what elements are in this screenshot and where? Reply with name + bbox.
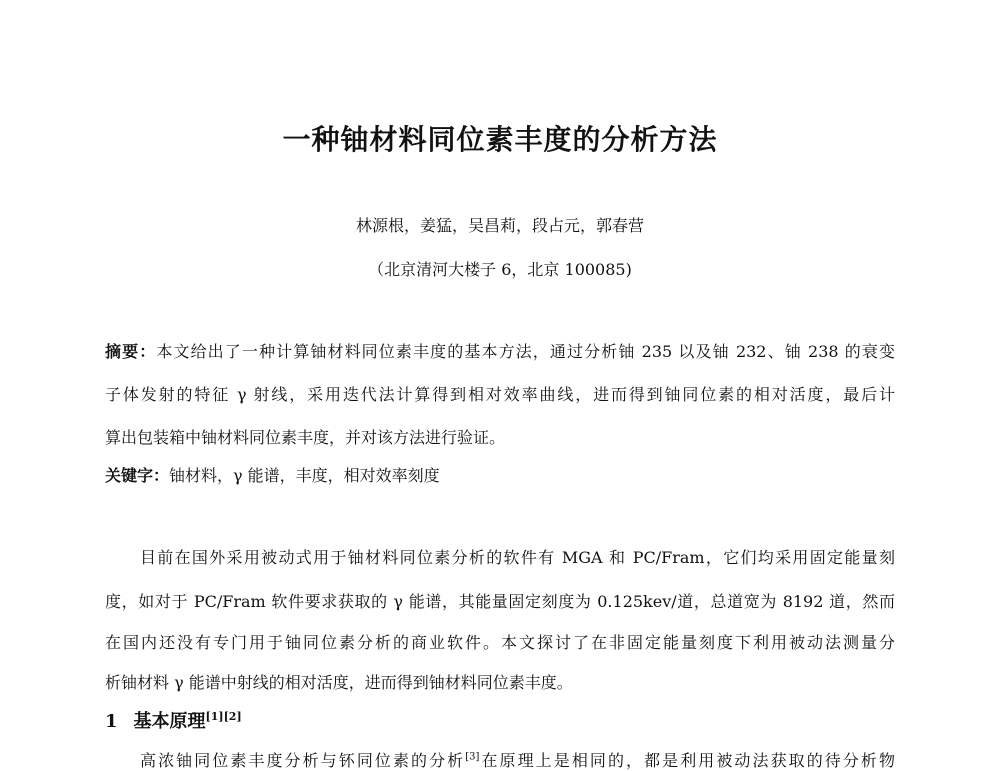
cutoff-ref: [3] — [465, 751, 480, 763]
intro-line-2: 度，如对于 PC/Fram 软件要求获取的 γ 能谱，其能量固定刻度为 0.125kev/道，总道宽为 8192 道，然而 — [105, 592, 895, 611]
cutoff-text-1: 高浓铀同位素丰度分析与钚同位素的分析 — [140, 751, 466, 770]
cutoff-text-2: 在原理上是相同的，都是利用被动法获取的待分析物 — [479, 751, 895, 770]
keywords-line — [105, 463, 895, 486]
abstract-text-1: 本文给出了一种计算铀材料同位素丰度的基本方法，通过分析铀 235 以及铀 232、铀 238 的衰变 — [156, 342, 895, 361]
keywords-label: 关键字： — [105, 466, 170, 485]
abstract-line-3: 算出包装箱中铀材料同位素丰度，并对该方法进行验证。 — [105, 428, 506, 447]
section-heading — [105, 707, 242, 733]
intro-line-3: 在国内还没有专门用于铀同位素分析的商业软件。本文探讨了在非固定能量刻度下利用被动法测量分 — [105, 633, 895, 652]
section-number: 1 — [105, 711, 118, 732]
keywords-text: 铀材料，γ 能谱，丰度，相对效率刻度 — [169, 466, 440, 485]
paper-title: 一种铀材料同位素丰度的分析方法 — [282, 123, 718, 156]
affiliation: （北京清河大楼子 6，北京 100085) — [368, 260, 632, 279]
section-title: 基本原理 — [133, 711, 206, 732]
intro-line-4: 析铀材料 γ 能谱中射线的相对活度，进而得到铀材料同位素丰度。 — [105, 673, 573, 692]
abstract-line-2: 子体发射的特征 γ 射线，采用迭代法计算得到相对效率曲线，进而得到铀同位素的相对活度，最后计 — [105, 385, 895, 404]
abstract-label: 摘要： — [105, 342, 157, 361]
section-refs: [1][2] — [205, 710, 242, 723]
intro-line-1: 目前在国外采用被动式用于铀材料同位素分析的软件有 MGA 和 PC/Fram，它们均采用固定能量刻 — [140, 548, 895, 567]
abstract-line-1 — [105, 339, 895, 362]
author-list: 林源根，姜猛，吴昌莉，段占元，郭春营 — [355, 216, 644, 235]
